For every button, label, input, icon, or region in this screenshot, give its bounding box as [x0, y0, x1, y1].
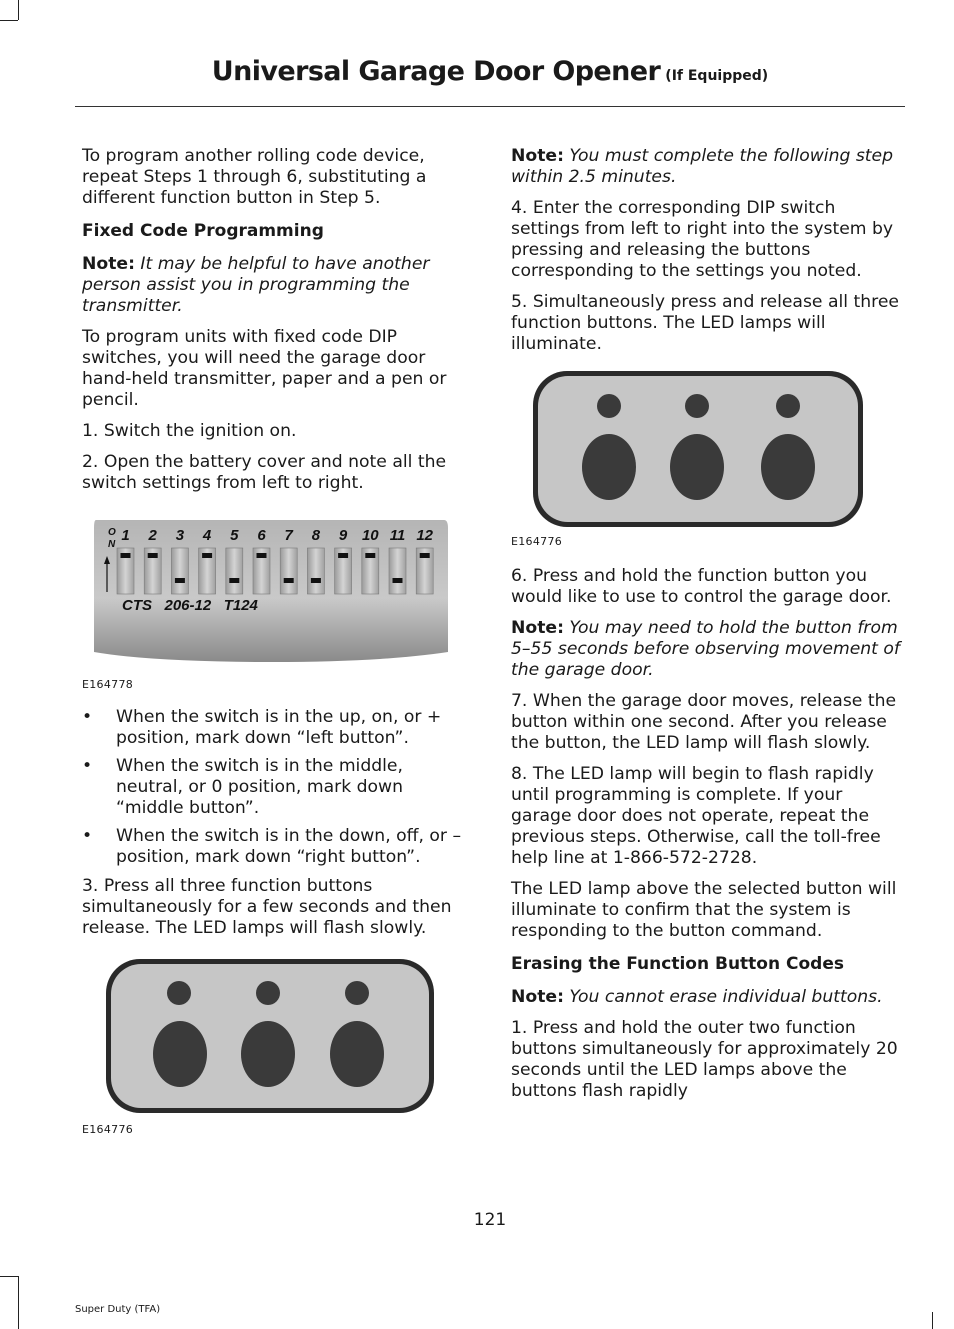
note-text: You must complete the following step within 2.5 minutes. — [511, 146, 894, 187]
dip-switch-lever — [284, 578, 294, 583]
left-column — [82, 146, 474, 1140]
step: 8. The LED lamp will begin to flash rapidly until programming is complete. If your garage door does not operate, repeat the previous steps. Otherwise, call the toll-free help line at 1-866-572-2728. — [511, 764, 881, 868]
dip-switch-slot — [226, 548, 243, 594]
paragraph: To program units with fixed code DIP switches, you will need the garage door hand-held transmitter, paper and a pen or pencil. — [82, 327, 447, 410]
dip-switch-number: 4 — [202, 527, 212, 544]
function-button — [582, 434, 636, 500]
dip-switch-slot — [280, 548, 297, 594]
right-column — [511, 146, 903, 1112]
dip-switch-slot — [307, 548, 324, 594]
crop-mark — [18, 0, 19, 20]
header-rule — [75, 106, 905, 107]
bullet-list — [82, 707, 474, 868]
dip-switch-number: 7 — [284, 527, 293, 544]
note-text: You cannot erase individual buttons. — [569, 987, 883, 1007]
dip-switch-lever — [338, 553, 348, 558]
footer-label: Super Duty (TFA) — [75, 1304, 161, 1315]
list-item: • When the switch is in the down, off, or – position, mark down “right button”. — [82, 826, 462, 867]
step: 6. Press and hold the function button you would like to use to control the garage door. — [511, 566, 892, 607]
figure-code: E164778 — [82, 678, 134, 691]
function-button — [153, 1021, 207, 1087]
step: 1. Press and hold the outer two function buttons simultaneously for approximately 20 seconds until the LED lamps above the buttons flash rapidly — [511, 1018, 898, 1101]
dip-switch-number: 3 — [175, 527, 185, 544]
dip-switch-number: 10 — [361, 527, 379, 544]
function-button — [761, 434, 815, 500]
note-text: You may need to hold the button from 5–55 seconds before observing movement of the garage door. — [511, 618, 900, 680]
crop-mark — [932, 1312, 933, 1329]
page-title-suffix: (If Equipped) — [665, 68, 769, 84]
button-panel-illustration — [511, 369, 881, 529]
dip-switch-lever — [121, 553, 131, 558]
dip-switch-number: 9 — [338, 527, 348, 544]
dip-switch-number: 11 — [389, 527, 406, 544]
function-button — [241, 1021, 295, 1087]
step: 2. Open the battery cover and note all the switch settings from left to right. — [82, 452, 447, 493]
note-label: Note: — [511, 618, 564, 638]
dip-switch-number: 6 — [257, 527, 266, 544]
led-lamp — [776, 394, 800, 418]
on-label: O — [108, 527, 116, 538]
dip-switch-lever — [311, 578, 321, 583]
dip-switch-lever — [175, 578, 185, 583]
dip-switch-figure — [82, 520, 474, 695]
led-lamp — [167, 981, 191, 1005]
paragraph: The LED lamp above the selected button will illuminate to confirm that the system is responding to the button command. — [511, 879, 897, 941]
step: 7. When the garage door moves, release the button within one second. After you release the button, the LED lamp will flash slowly. — [511, 691, 897, 753]
button-panel-figure — [82, 957, 474, 1140]
dip-switch-lever — [202, 553, 212, 558]
dip-switch-lever — [229, 578, 239, 583]
section-heading: Erasing the Function Button Codes — [511, 954, 844, 974]
function-button — [330, 1021, 384, 1087]
page-title: Universal Garage Door Opener — [211, 56, 661, 87]
crop-mark — [18, 1276, 19, 1329]
paragraph: To program another rolling code device, repeat Steps 1 through 6, substituting a different function button in Step 5. — [82, 146, 427, 208]
button-panel-illustration — [82, 957, 452, 1117]
dip-switch-lever — [148, 553, 158, 558]
page-header — [75, 56, 905, 87]
dip-switch-number: 2 — [148, 527, 157, 544]
dip-switch-slot — [389, 548, 406, 594]
on-label: N — [108, 539, 116, 550]
section-heading: Fixed Code Programming — [82, 221, 324, 241]
note — [511, 146, 903, 188]
note — [511, 618, 903, 681]
bullet-icon: • — [82, 756, 93, 776]
led-lamp — [256, 981, 280, 1005]
bullet-icon: • — [82, 707, 93, 727]
dip-switch-number: 8 — [311, 527, 321, 544]
led-lamp — [685, 394, 709, 418]
dip-switch-lever — [257, 553, 267, 558]
step: 5. Simultaneously press and release all three function buttons. The LED lamps will illuminate. — [511, 292, 899, 354]
switch-marking: CTS 206-12 T124 — [122, 597, 258, 614]
list-item: • When the switch is in the up, on, or + position, mark down “left button”. — [82, 707, 442, 748]
dip-switch-number: 1 — [121, 527, 130, 544]
dip-switch-number: 12 — [416, 527, 434, 544]
note-label: Note: — [511, 146, 564, 166]
crop-mark — [0, 20, 18, 21]
figure-code: E164776 — [511, 535, 563, 548]
step: 4. Enter the corresponding DIP switch settings from left to right into the system by pressing and releasing the buttons corresponding to the settings you noted. — [511, 198, 894, 281]
dip-switch-lever — [420, 553, 430, 558]
note — [82, 254, 474, 317]
function-button — [670, 434, 724, 500]
button-panel-figure — [511, 369, 903, 552]
list-item: • When the switch is in the middle, neutral, or 0 position, mark down “middle button”. — [82, 756, 403, 818]
led-lamp — [345, 981, 369, 1005]
dip-switch-slot — [171, 548, 188, 594]
figure-code: E164776 — [82, 1123, 134, 1136]
note-label: Note: — [511, 987, 564, 1007]
note-label: Note: — [82, 254, 135, 274]
dip-switch-illustration — [82, 520, 452, 670]
step: 3. Press all three function buttons simultaneously for a few seconds and then release. The LED lamps will flash slowly. — [82, 876, 452, 938]
bullet-icon: • — [82, 826, 93, 846]
dip-switch-lever — [393, 578, 403, 583]
crop-mark — [0, 1276, 18, 1277]
led-lamp — [597, 394, 621, 418]
dip-switch-lever — [365, 553, 375, 558]
note-text: It may be helpful to have another person assist you in programming the transmitter. — [82, 254, 430, 316]
note — [511, 987, 903, 1008]
dip-switch-number: 5 — [230, 527, 239, 544]
page-number: 121 — [473, 1210, 507, 1230]
step: 1. Switch the ignition on. — [82, 421, 297, 441]
